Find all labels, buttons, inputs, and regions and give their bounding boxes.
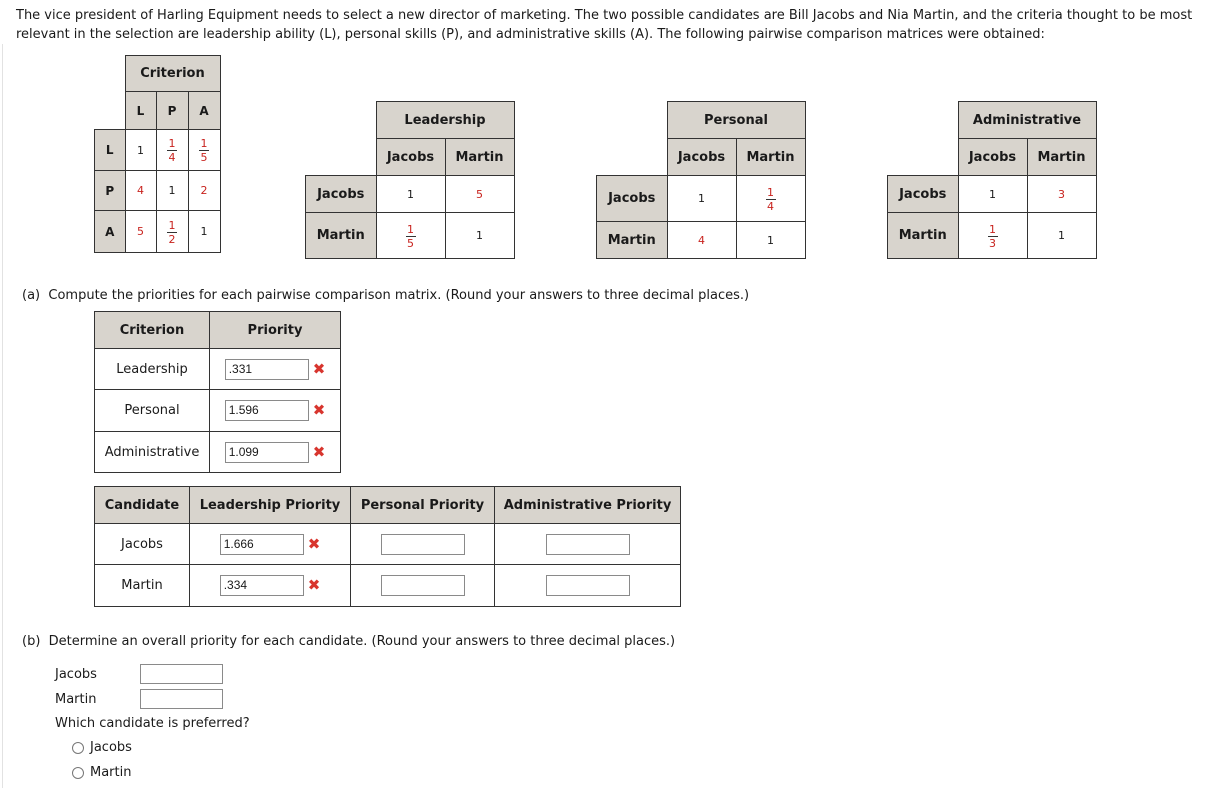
cell: 2 [188,171,220,211]
row-header-a: A [95,211,126,253]
jacobs-leadership-cell [190,524,351,565]
preferred-question: Which candidate is preferred? [55,716,250,731]
criterion-header: Criterion [95,312,210,349]
cell: 1 [736,222,805,259]
priority-header: Priority [210,312,341,349]
administrative-priority-input[interactable]: 1.099 [225,442,309,463]
col-header-martin: Martin [445,139,514,176]
cell: $\frac{1}{4}$ [736,176,805,222]
martin-personal-cell [351,565,495,607]
cell: 1 [958,176,1027,213]
cell: 1 [156,171,188,211]
cell: 1 [125,130,156,171]
col-header-martin: Martin [736,139,805,176]
option-martin[interactable] [72,765,131,780]
martin-administrative-input[interactable] [546,575,630,596]
cell: $\frac{1}{2}$ [156,211,188,253]
administrative-priority-cell [210,432,341,473]
cell: 1 [445,213,514,259]
jacobs-administrative-cell [495,524,681,565]
administrative-matrix [887,101,1097,259]
overall-martin-row [55,689,223,709]
incorrect-icon: ✖ [312,359,326,378]
radio-martin[interactable] [72,767,84,779]
col-header-jacobs: Jacobs [376,139,445,176]
martin-leadership-input[interactable]: .334 [220,575,304,596]
jacobs-personal-input[interactable] [381,534,465,555]
incorrect-icon: ✖ [312,442,326,461]
row-header-jacobs: Jacobs [306,176,377,213]
personal-matrix [596,101,806,259]
option-martin-label: Martin [90,765,132,780]
candidate-priority-table [94,486,681,607]
row-header-martin: Martin [888,213,959,259]
leadership-priority-header: Leadership Priority [190,487,351,524]
overall-jacobs-label: Jacobs [55,666,97,682]
cell: 4 [667,222,736,259]
col-header-p: P [156,92,188,130]
cell: 3 [1027,176,1096,213]
candidate-header: Candidate [95,487,190,524]
personal-priority-input[interactable]: 1.596 [225,400,309,421]
option-jacobs-label: Jacobs [90,740,132,755]
row-label-administrative: Administrative [95,432,210,473]
cell: 5 [445,176,514,213]
cell: 5 [125,211,156,253]
cell: 1 [1027,213,1096,259]
leadership-matrix-title: Leadership [376,102,514,139]
part-b-prompt [22,634,675,649]
jacobs-leadership-input[interactable]: 1.666 [220,534,304,555]
leadership-matrix [305,101,515,259]
criterion-matrix [94,55,221,253]
option-jacobs[interactable] [72,740,132,755]
cell: 1 [376,176,445,213]
col-header-jacobs: Jacobs [958,139,1027,176]
incorrect-icon: ✖ [307,576,321,594]
row-label-personal: Personal [95,390,210,432]
part-b-text: Determine an overall priority for each candidate. (Round your answers to three decimal places.) [48,634,676,649]
personal-priority-header: Personal Priority [351,487,495,524]
criterion-matrix-title: Criterion [125,56,220,92]
part-a-text: Compute the priorities for each pairwise comparison matrix. (Round your answers to three decimal places.) [48,288,750,303]
row-header-martin: Martin [597,222,668,259]
row-header-l: L [95,130,126,171]
overall-martin-input[interactable] [140,689,223,709]
personal-priority-cell [210,390,341,432]
martin-administrative-cell [495,565,681,607]
row-label-jacobs: Jacobs [95,524,190,565]
cell: 1 [188,211,220,253]
incorrect-icon: ✖ [312,401,326,419]
personal-matrix-title: Personal [667,102,805,139]
col-header-l: L [125,92,156,130]
col-header-a: A [188,92,220,130]
radio-jacobs[interactable] [72,742,84,754]
leadership-priority-cell [210,349,341,390]
part-b-label: (b) [22,634,41,649]
administrative-matrix-title: Administrative [958,102,1096,139]
martin-personal-input[interactable] [381,575,465,596]
jacobs-personal-cell [351,524,495,565]
row-header-jacobs: Jacobs [597,176,668,222]
col-header-jacobs: Jacobs [667,139,736,176]
row-label-martin: Martin [95,565,190,607]
cell: $\frac{1}{5}$ [188,130,220,171]
overall-martin-label: Martin [55,691,97,707]
overall-jacobs-row [55,664,223,684]
cell: $\frac{1}{5}$ [376,213,445,259]
incorrect-icon: ✖ [307,534,321,553]
row-header-jacobs: Jacobs [888,176,959,213]
jacobs-administrative-input[interactable] [546,534,630,555]
criterion-priority-table [94,311,341,473]
row-header-p: P [95,171,126,211]
overall-jacobs-input[interactable] [140,664,223,684]
cell: $\frac{1}{3}$ [958,213,1027,259]
cell: 4 [125,171,156,211]
cell: $\frac{1}{4}$ [156,130,188,171]
part-a-prompt [22,288,749,303]
col-header-martin: Martin [1027,139,1096,176]
administrative-priority-header: Administrative Priority [495,487,681,524]
martin-leadership-cell [190,565,351,607]
row-label-leadership: Leadership [95,349,210,390]
cell: 1 [667,176,736,222]
problem-intro: The vice president of Harling Equipment needs to select a new director of marketing. The two possible candidates are Bill Jacobs and Nia Martin, and the criteria thought to be most relevant in the selection are leadership ability (L), personal skills (P), and administrative skills (A). The following pairwise comparison matrices were obtained: [16,8,1193,42]
part-a-label: (a) [22,288,41,303]
leadership-priority-input[interactable]: .331 [225,359,309,380]
left-border [2,44,3,788]
row-header-martin: Martin [306,213,377,259]
